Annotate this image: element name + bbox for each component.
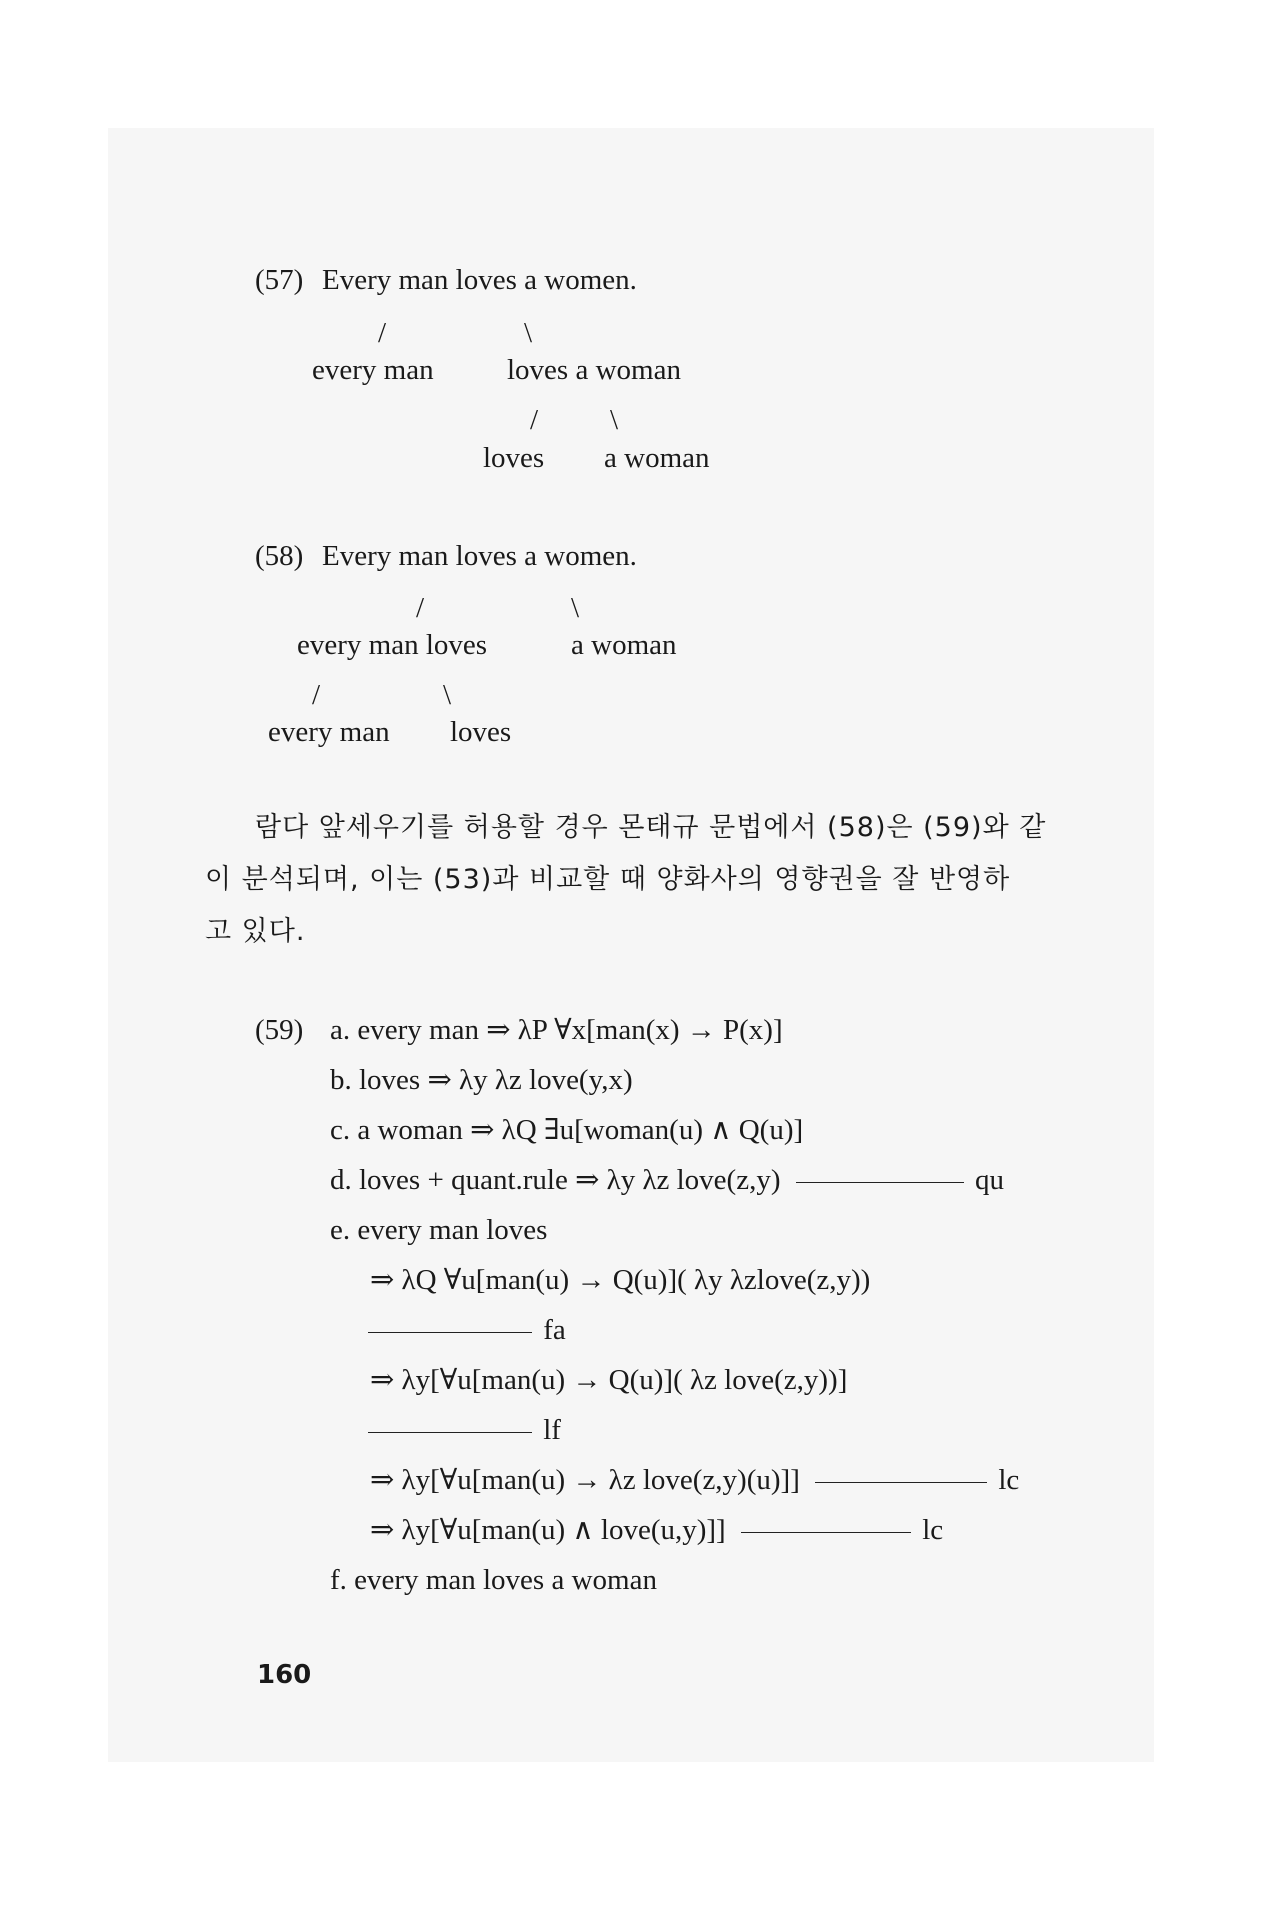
page-number: 160 — [257, 1660, 312, 1690]
ex58-branch-left: / — [416, 592, 425, 624]
ex59-step-e1-tag-row — [368, 1312, 566, 1348]
ex57-branch-right: \ — [524, 317, 533, 349]
ex58-node-every-man-loves: every man loves — [297, 629, 488, 661]
ex59-item-f: f. every man loves a woman — [330, 1564, 657, 1596]
ex59-step-e2: ⇒ λy[∀u[man(u) → Q(u)]( λz love(z,y))] — [370, 1364, 848, 1396]
ex57-label: (57) — [255, 264, 304, 296]
ex57-sentence: Every man loves a women. — [322, 264, 637, 296]
ex58-leaf-every-man: every man — [268, 716, 390, 748]
derivation-rule-line — [815, 1482, 987, 1483]
ex57-branch2-left: / — [530, 404, 539, 436]
ex57-leaf-a-woman: a woman — [604, 442, 710, 474]
ex59-label: (59) — [255, 1014, 304, 1046]
ex59-item-d-tag: qu — [975, 1164, 1004, 1196]
ex59-step-e2-tag: lf — [543, 1414, 561, 1446]
ex57-branch-left: / — [378, 317, 387, 349]
ex59-item-c: c. a woman ⇒ λQ ∃u[woman(u) ∧ Q(u)] — [330, 1114, 804, 1146]
ex59-step-e1-tag: fa — [543, 1314, 566, 1346]
ex58-branch2-right: \ — [443, 679, 452, 711]
ex59-item-b: b. loves ⇒ λy λz love(y,x) — [330, 1064, 633, 1096]
ex57-branch2-right: \ — [610, 404, 619, 436]
ex59-item-a: a. every man ⇒ λP ∀x[man(x) → P(x)] — [330, 1014, 783, 1046]
ex59-step-e3-tag: lc — [998, 1464, 1020, 1496]
ex59-step-e3 — [370, 1462, 1019, 1498]
ex59-item-d-text: d. loves + quant.rule ⇒ λy λz love(z,y) — [330, 1164, 781, 1196]
ex58-node-a-woman: a woman — [571, 629, 677, 661]
ex59-step-e3-text: ⇒ λy[∀u[man(u) → λz love(z,y)(u)]] — [370, 1464, 800, 1496]
ex59-item-e: e. every man loves — [330, 1214, 548, 1246]
ex58-label: (58) — [255, 540, 304, 572]
ex59-step-e4-tag: lc — [922, 1514, 944, 1546]
derivation-rule-line — [368, 1332, 532, 1333]
paragraph-line-3: 고 있다. — [205, 916, 306, 947]
ex57-leaf-loves: loves — [483, 442, 545, 474]
derivation-rule-line — [796, 1182, 964, 1183]
ex59-step-e4 — [370, 1512, 943, 1548]
ex59-item-d — [330, 1162, 1004, 1198]
ex58-branch2-left: / — [312, 679, 321, 711]
paragraph-line-1: 람다 앞세우기를 허용할 경우 몬태규 문법에서 (58)은 (59)와 같 — [255, 812, 1047, 843]
ex59-step-e1: ⇒ λQ ∀u[man(u) → Q(u)]( λy λzlove(z,y)) — [370, 1264, 871, 1296]
ex59-step-e2-tag-row — [368, 1412, 561, 1448]
derivation-rule-line — [741, 1532, 911, 1533]
ex59-step-e4-text: ⇒ λy[∀u[man(u) ∧ love(u,y)]] — [370, 1514, 726, 1546]
ex58-leaf-loves: loves — [450, 716, 512, 748]
paragraph-line-2: 이 분석되며, 이는 (53)과 비교할 때 양화사의 영향권을 잘 반영하 — [205, 864, 1011, 895]
ex58-branch-right: \ — [571, 592, 580, 624]
derivation-rule-line — [368, 1432, 532, 1433]
ex57-node-every-man: every man — [312, 354, 434, 386]
ex57-node-loves-a-woman: loves a woman — [507, 354, 681, 386]
ex58-sentence: Every man loves a women. — [322, 540, 637, 572]
